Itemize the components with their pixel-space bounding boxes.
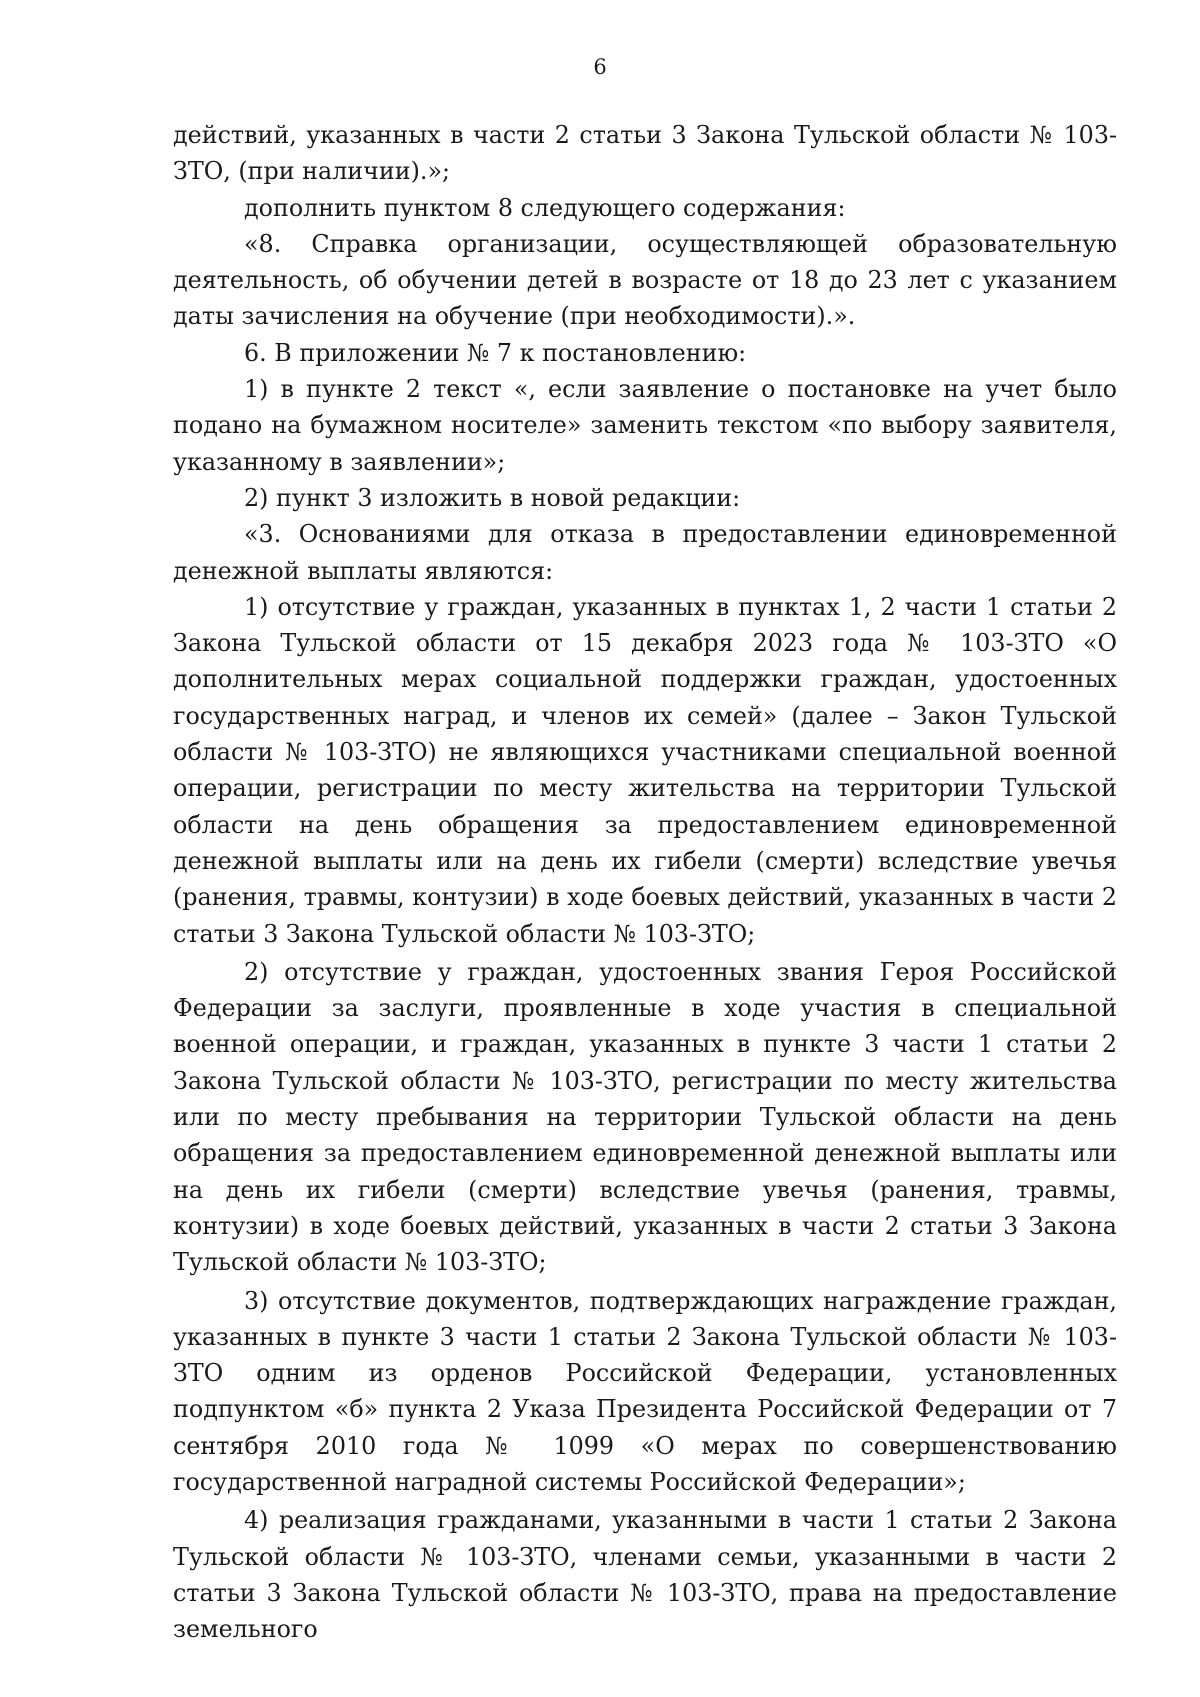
paragraph-amend-add-item-8: дополнить пунктом 8 следующего содержания:: [244, 193, 846, 222]
paragraph-section-6-heading: 6. В приложении № 7 к постановлению:: [244, 338, 747, 367]
paragraph-ground-4: 4) реализация гражданами, указанными в части 1 статьи 2 Закона Тульской области № 103-ЗТО, членами семьи, указанными в части 2 статьи 3 Закона Тульской области № 103-ЗТО, права на предоставление земельного: [173, 1506, 1117, 1644]
paragraph-item-3-intro: «3. Основаниями для отказа в предоставлении единовременной денежной выплаты являются:: [173, 520, 1117, 585]
page-number: 6: [593, 55, 607, 79]
paragraph-subitem-2: 2) пункт 3 изложить в новой редакции:: [244, 483, 741, 512]
paragraph-subitem-1: 1) в пункте 2 текст «, если заявление о постановке на учет было подано на бумажном носителе» заменить текстом «по выбору заявителя, указанному в заявлении»;: [173, 375, 1117, 476]
document-body: [173, 117, 1117, 1647]
paragraph-continuation: действий, указанных в части 2 статьи 3 Закона Тульской области № 103-ЗТО, (при наличии).»;: [173, 121, 1117, 186]
paragraph-ground-3: 3) отсутствие документов, подтверждающих награждение граждан, указанных в пункте 3 части 1 статьи 2 Закона Тульской области № 103-ЗТО одним из орденов Российской Федерации, установленных подпунктом «б» пункта 2 Указа Президента Российской Федерации от 7 сентября 2010 года № 1099 «О мерах по совершенствованию государственной наградной системы Российской Федерации»;: [173, 1286, 1117, 1496]
paragraph-ground-2: 2) отсутствие у граждан, удостоенных звания Героя Российской Федерации за заслуги, проявленные в ходе участия в специальной военной операции, и граждан, указанных в пункте 3 части 1 статьи 2 Закона Тульской области № 103-ЗТО, регистрации по месту жительства или по месту пребывания на территории Тульской области на день обращения за предоставлением единовременной денежной выплаты или на день их гибели (смерти) вследствие увечья (ранения, травмы, контузии) в ходе боевых действий, указанных в части 2 статьи 3 Закона Тульской области № 103-ЗТО;: [173, 957, 1117, 1277]
paragraph-ground-1: 1) отсутствие у граждан, указанных в пунктах 1, 2 части 1 статьи 2 Закона Тульской области от 15 декабря 2023 года № 103-ЗТО «О дополнительных мерах социальной поддержки граждан, удостоенных государственных наград, и членов их семей» (далее – Закон Тульской области № 103-ЗТО) не являющихся участниками специальной военной операции, регистрации по месту жительства на территории Тульской области на день обращения за предоставлением единовременной денежной выплаты или на день их гибели (смерти) вследствие увечья (ранения, травмы, контузии) в ходе боевых действий, указанных в части 2 статьи 3 Закона Тульской области № 103-ЗТО;: [173, 592, 1117, 948]
paragraph-item-8-text: «8. Справка организации, осуществляющей образовательную деятельность, об обучении детей в возрасте от 18 до 23 лет с указанием даты зачисления на обучение (при необходимости).».: [173, 229, 1117, 331]
